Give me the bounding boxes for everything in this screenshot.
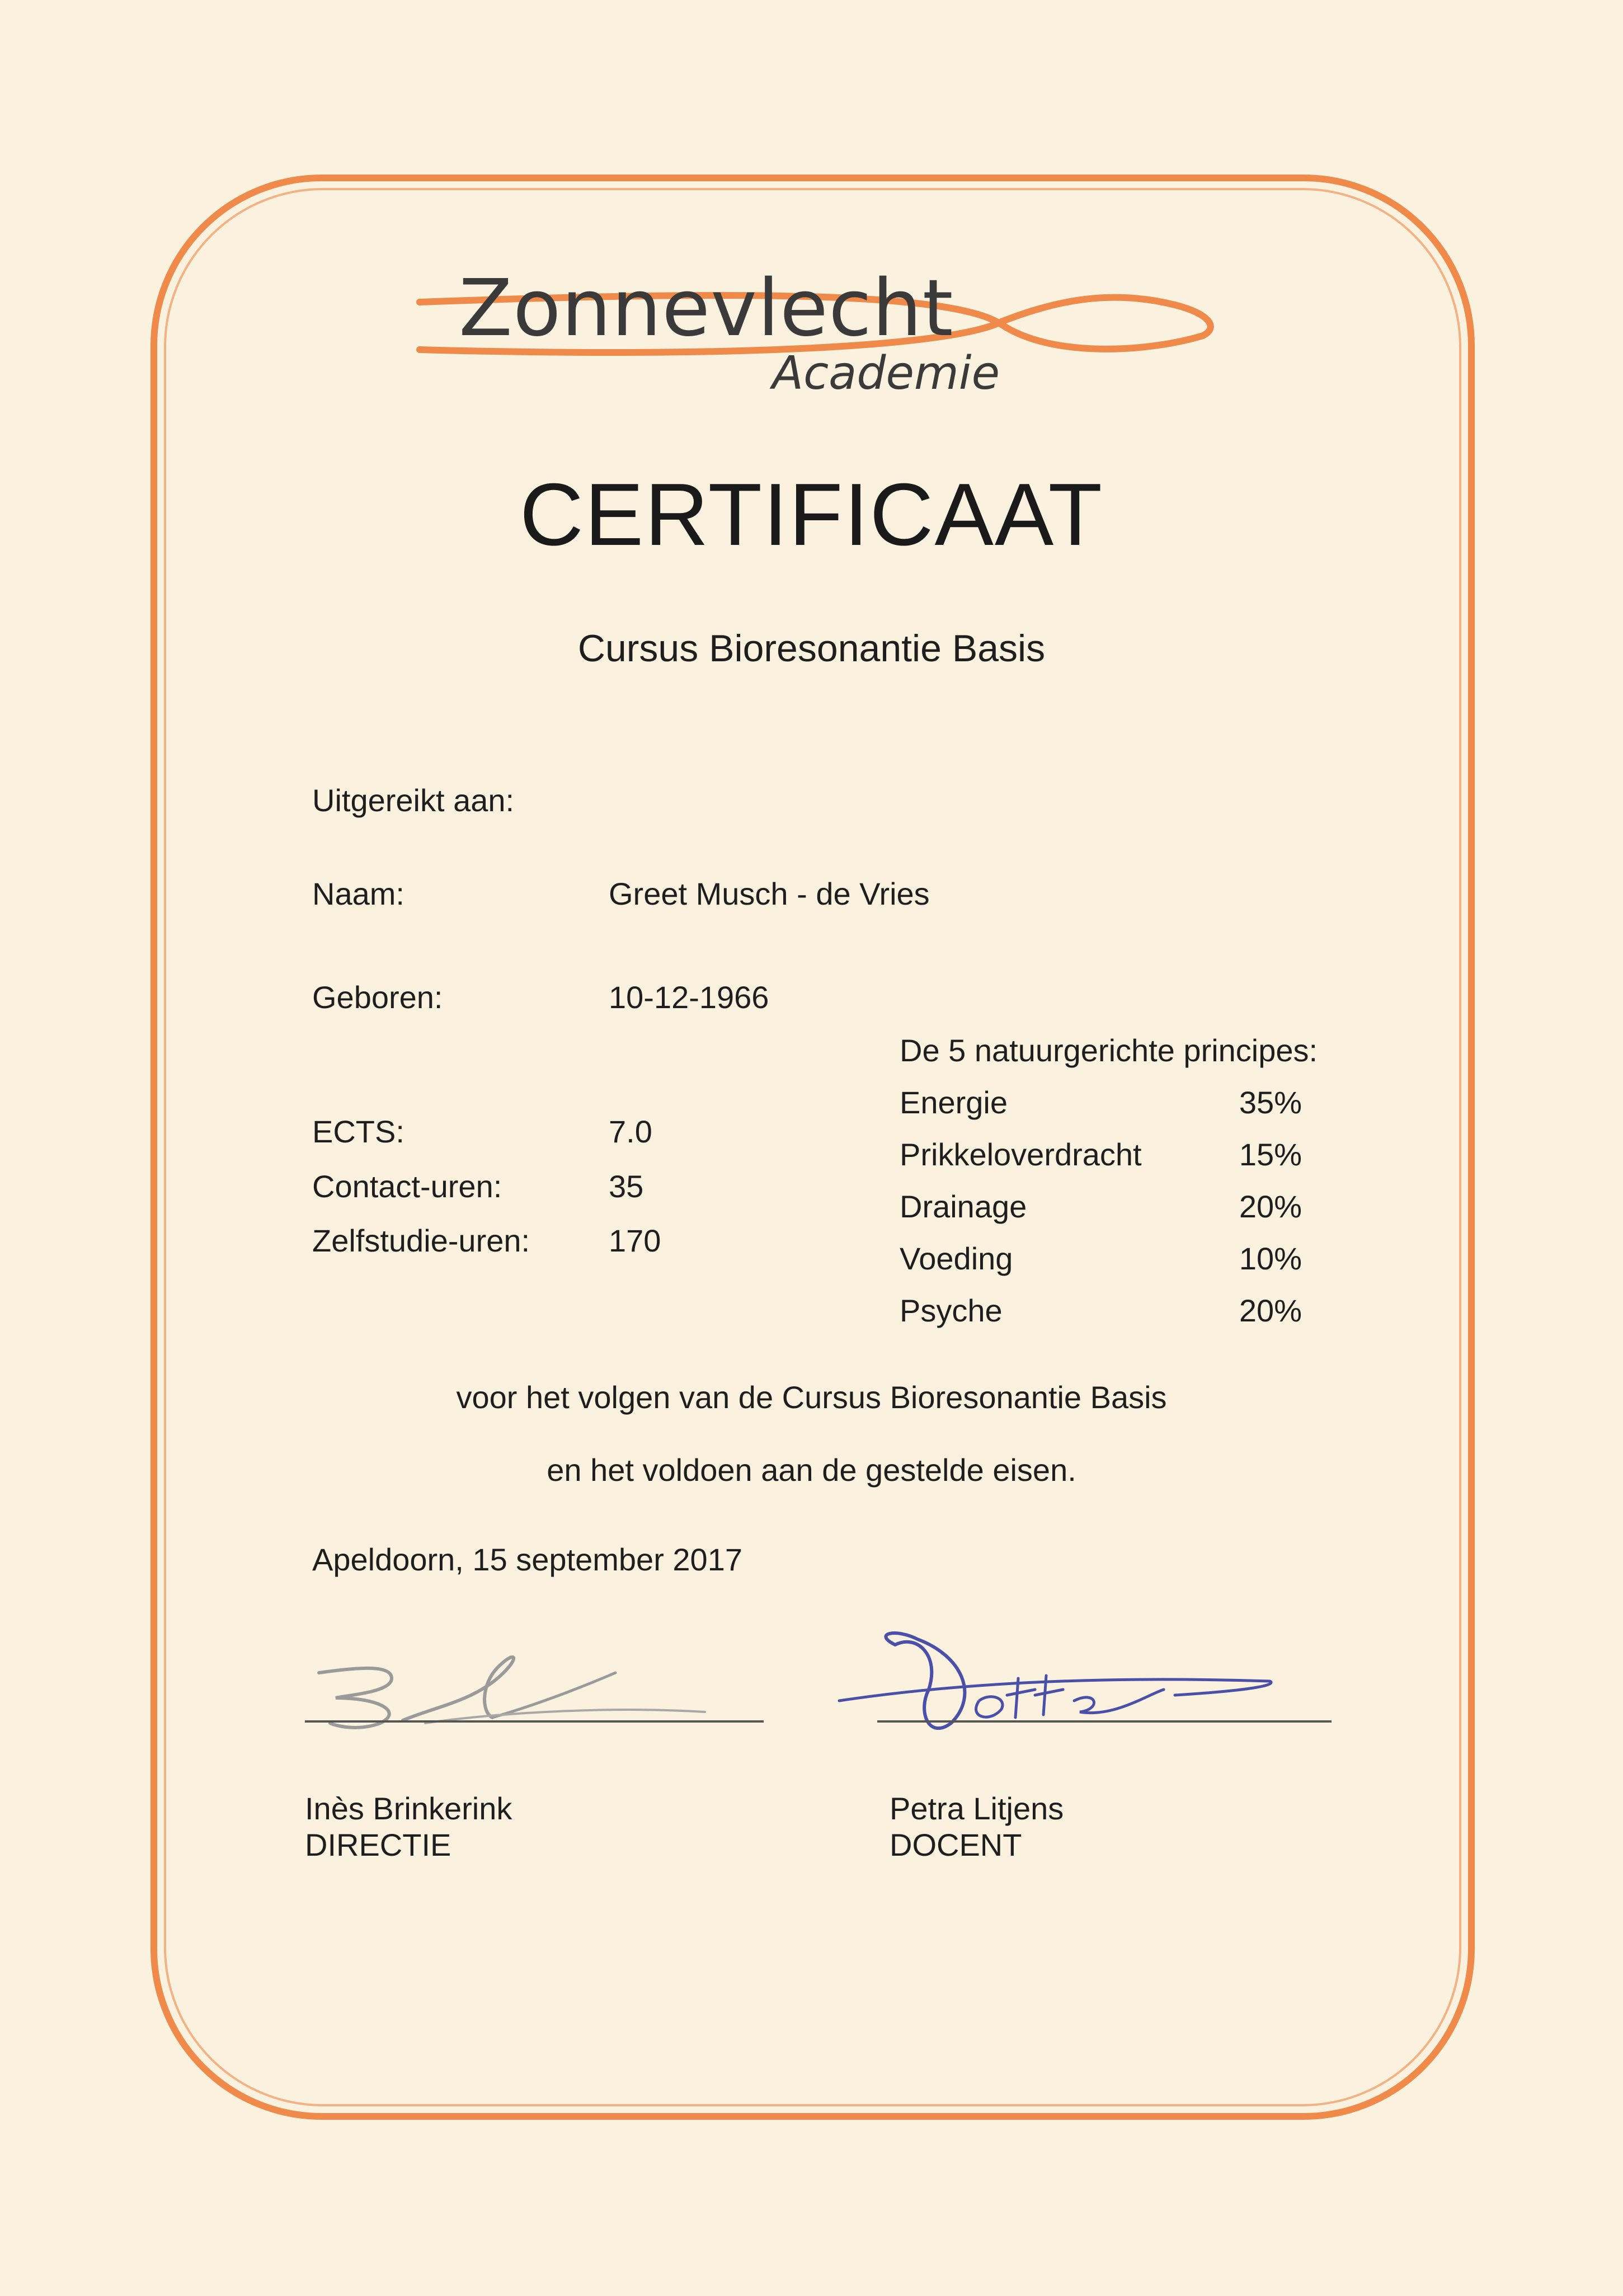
born-value: 10-12-1966	[609, 980, 769, 1015]
principles-heading: De 5 natuurgerichte principes:	[900, 1033, 1318, 1068]
principle-value: 15%	[1239, 1137, 1302, 1172]
name-label: Naam:	[312, 876, 404, 911]
principle-value: 20%	[1239, 1189, 1302, 1224]
signature-line-docent	[877, 1720, 1332, 1723]
principle-label: Psyche	[900, 1293, 1003, 1328]
self-study-label: Zelfstudie-uren:	[312, 1223, 530, 1258]
principle-value: 35%	[1239, 1085, 1302, 1120]
principle-label: Drainage	[900, 1189, 1027, 1224]
course-subtitle: Cursus Bioresonantie Basis	[577, 627, 1046, 670]
ects-label: ECTS:	[312, 1114, 404, 1149]
principle-value: 20%	[1239, 1293, 1302, 1328]
signatory-role: DOCENT	[890, 1827, 1022, 1862]
issued-to-label: Uitgereikt aan:	[312, 783, 515, 818]
self-study-value: 170	[609, 1223, 661, 1258]
principle-label: Voeding	[900, 1241, 1013, 1276]
contact-hours-value: 35	[609, 1169, 644, 1204]
principle-label: Energie	[900, 1085, 1008, 1120]
principle-label: Prikkeloverdracht	[900, 1137, 1142, 1172]
statement-line-2: en het voldoen aan de gestelde eisen.	[547, 1452, 1076, 1488]
ects-value: 7.0	[609, 1114, 652, 1149]
born-label: Geboren:	[312, 980, 443, 1015]
statement-line-1: voor het volgen van de Cursus Bioresonantie Basis	[456, 1380, 1167, 1415]
place-date: Apeldoorn, 15 september 2017	[312, 1542, 742, 1577]
principle-value: 10%	[1239, 1241, 1302, 1276]
signatory-name: Inès Brinkerink	[305, 1791, 512, 1826]
signatory-name: Petra Litjens	[890, 1791, 1064, 1826]
signatory-role: DIRECTIE	[305, 1827, 451, 1862]
logo-subtitle: Academie	[772, 347, 1000, 400]
name-value: Greet Musch - de Vries	[609, 876, 930, 911]
certificate-title: CERTIFICAAT	[519, 465, 1104, 564]
contact-hours-label: Contact-uren:	[312, 1169, 502, 1204]
logo-name: Zonnevlecht	[459, 263, 954, 354]
